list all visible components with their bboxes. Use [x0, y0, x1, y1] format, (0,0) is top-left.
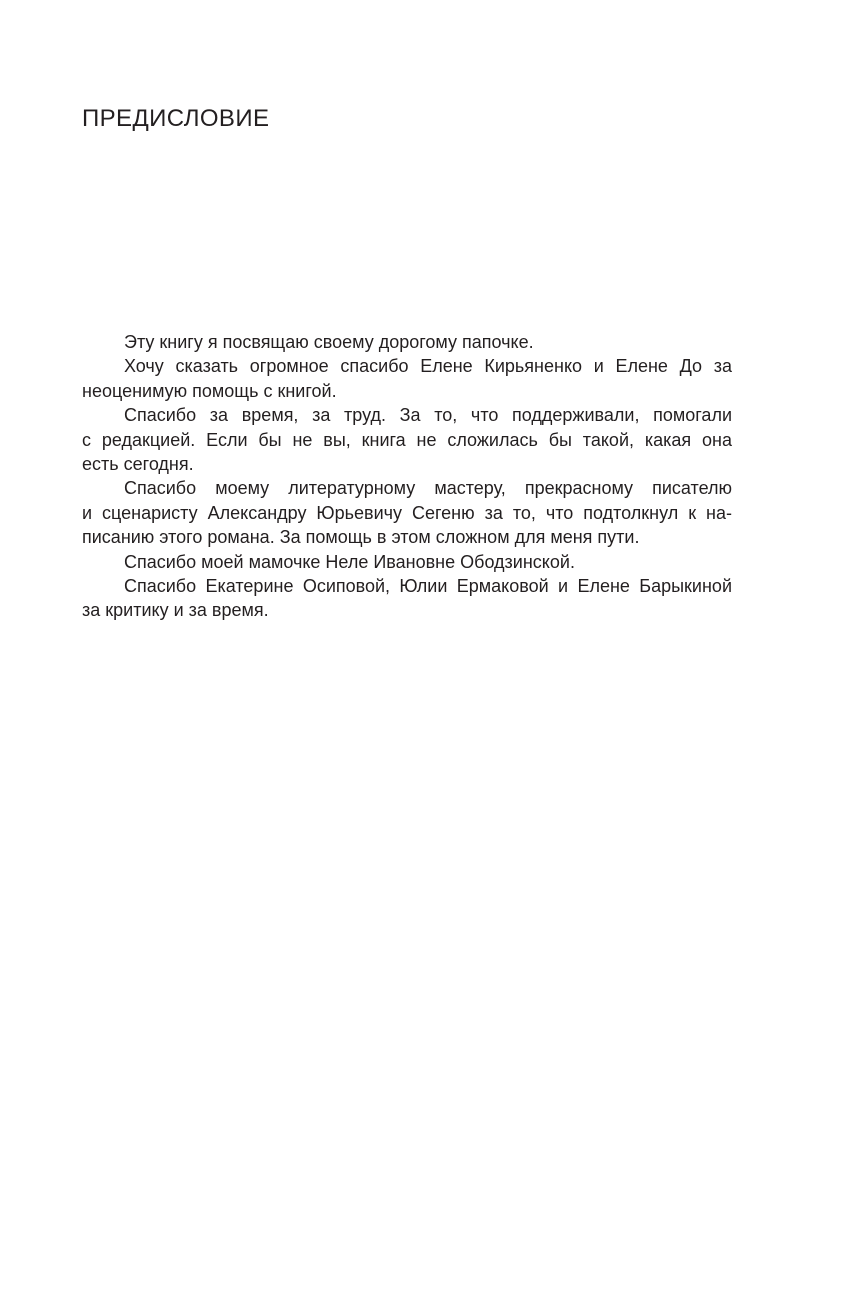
- paragraph-thanks-critics: [82, 574, 732, 623]
- text-line: и сценаристу Александру Юрьевичу Сегеню за то, что подтолкнул к на-: [82, 502, 732, 523]
- page-heading: ПРЕДИСЛОВИЕ: [82, 105, 270, 132]
- text-line: Спасибо Екатерине Осиповой, Юлии Ермаковой и Елене Барыкиной: [124, 576, 732, 597]
- paragraph-thanks-editors: [82, 354, 732, 403]
- text-line: с редакцией. Если бы не вы, книга не сложилась бы такой, какая она: [82, 429, 732, 450]
- paragraph-thanks-mentor: [82, 476, 732, 549]
- text-line: Спасибо моему литературному мастеру, прекрасному писателю: [124, 478, 732, 499]
- text-line: писанию этого романа. За помощь в этом сложном для меня пути.: [82, 527, 640, 548]
- preface-body: [82, 330, 732, 623]
- text-line: Спасибо моей мамочке Неле Ивановне Ободзинской.: [124, 551, 575, 572]
- text-line: за критику и за время.: [82, 600, 269, 621]
- text-line: Спасибо за время, за труд. За то, что поддерживали, помогали: [124, 405, 732, 426]
- text-line: Эту книгу я посвящаю своему дорогому папочке.: [124, 332, 534, 352]
- text-line: есть сегодня.: [82, 454, 194, 475]
- text-line: Хочу сказать огромное спасибо Елене Кирьяненко и Елене До за: [124, 356, 732, 377]
- paragraph-dedication: [82, 330, 732, 354]
- paragraph-thanks-mother: [82, 550, 732, 574]
- paragraph-thanks-time: [82, 403, 732, 476]
- text-line: неоценимую помощь с книгой.: [82, 380, 337, 401]
